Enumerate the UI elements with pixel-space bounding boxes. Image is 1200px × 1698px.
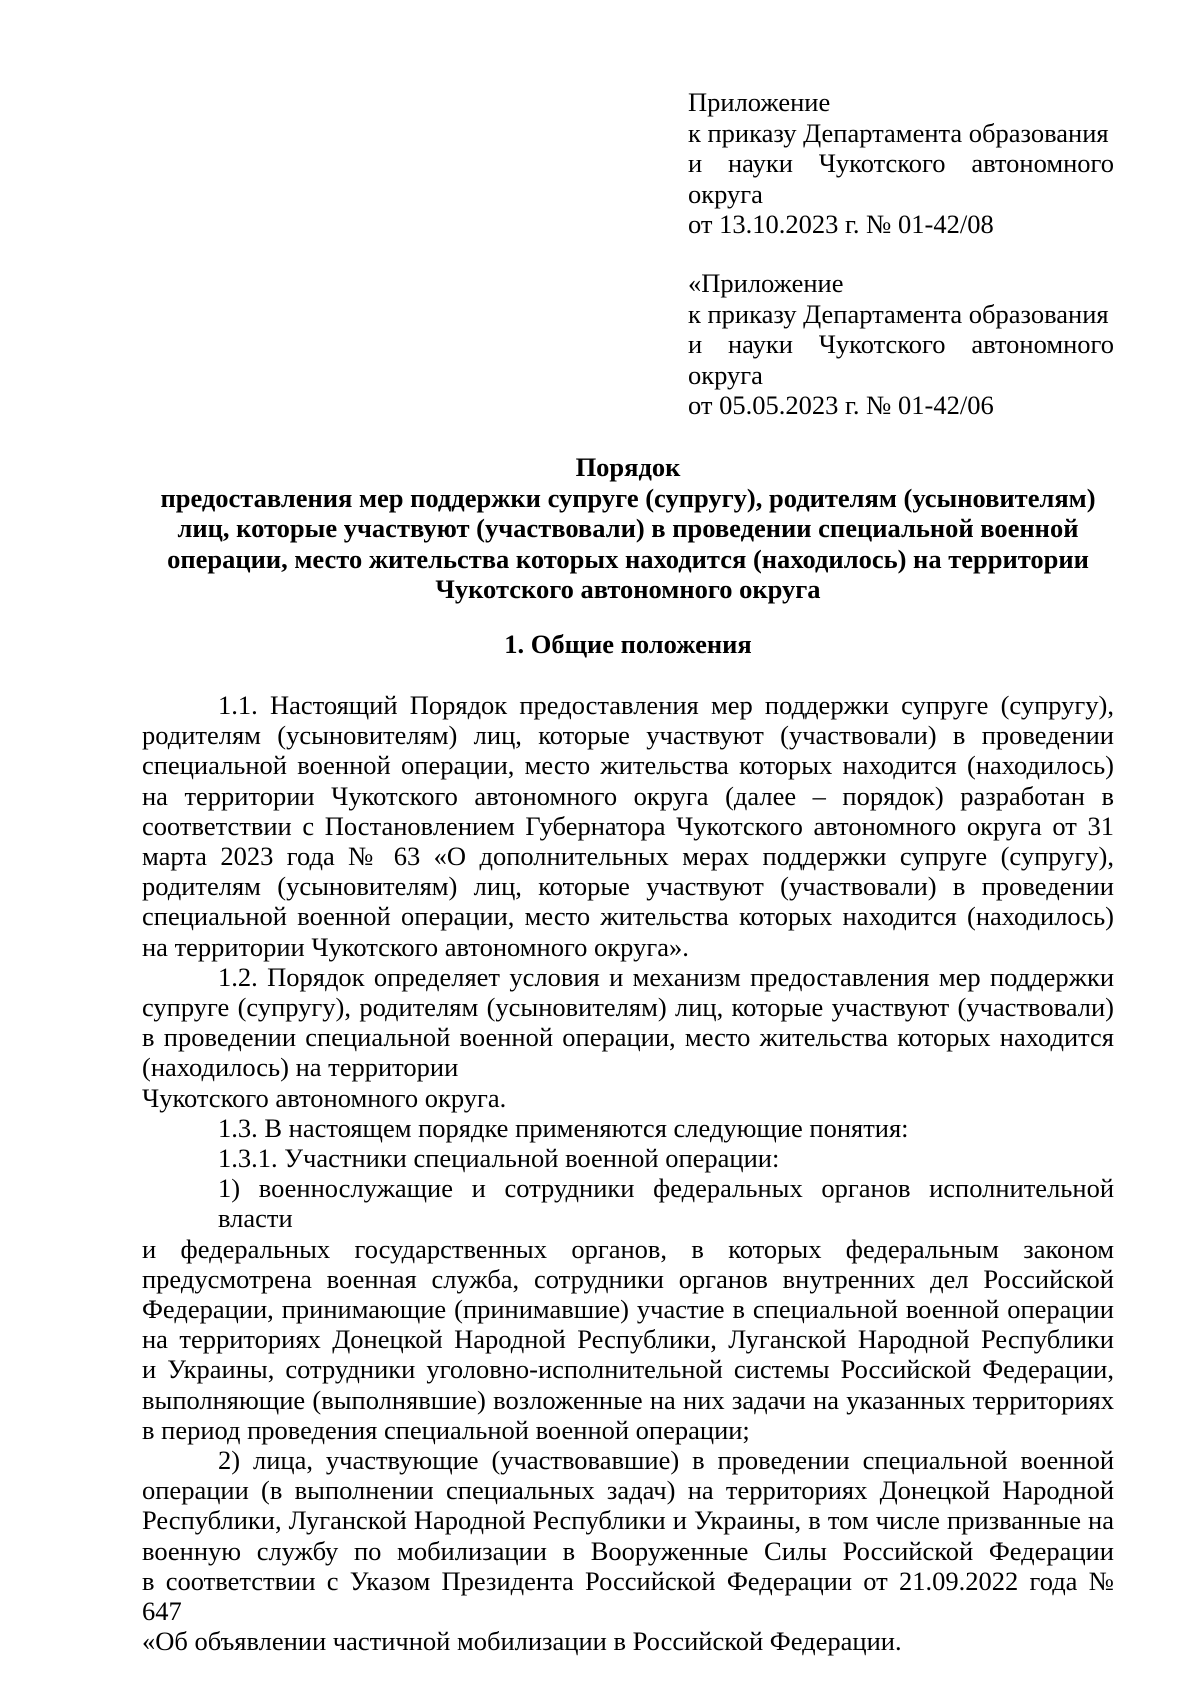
approval-line: к приказу Департамента образования — [688, 298, 1109, 329]
paragraph-line: родителям (усыновителям) лиц, которые участвуют (участвовали) в проведении — [142, 871, 1114, 902]
approval-line: к приказу Департамента образования — [688, 117, 1109, 148]
paragraph-line: в период проведения специальной военной операции; — [142, 1414, 750, 1445]
paragraph-line: в проведении специальной военной операции, место жительства которых находится — [142, 1022, 1114, 1053]
paragraph-line: «Об объявлении частичной мобилизации в Российской Федерации. — [142, 1626, 902, 1657]
paragraph-line: специальной военной операции, место жительства которых находится (находилось) — [142, 901, 1114, 932]
paragraph-line: 1.3.1. Участники специальной военной операции: — [218, 1143, 780, 1174]
title-line: операции, место жительства которых находится (находилось) на территории — [167, 543, 1089, 574]
paragraph-line: родителям (усыновителям) лиц, которые участвуют (участвовали) в проведении — [142, 720, 1114, 751]
paragraph-line: 1.1. Настоящий Порядок предоставления мер поддержки супруге (супругу), — [218, 690, 1114, 720]
approval-stamp-previous — [688, 268, 1114, 421]
paragraph-line: специальной военной операции, место жительства которых находится (находилось) — [142, 750, 1114, 781]
paragraph-line: на территориях Донецкой Народной Республики, Луганской Народной Республики — [142, 1324, 1114, 1355]
approval-line: «Приложение — [688, 268, 844, 298]
approval-line: и науки Чукотского автономного — [688, 148, 1114, 178]
approval-stamp-current — [688, 87, 1114, 240]
paragraph-line: операции (в выполнении специальных задач) на территориях Донецкой Народной — [142, 1475, 1114, 1506]
approval-line: и науки Чукотского автономного — [688, 329, 1114, 359]
paragraph-line: соответствии с Постановлением Губернатора Чукотского автономного округа от 31 — [142, 810, 1114, 841]
approval-line: Приложение — [688, 87, 831, 117]
approval-line: от 13.10.2023 г. № 01-42/08 — [688, 209, 994, 239]
paragraph-line: (находилось) на территории — [142, 1052, 459, 1083]
approval-line: округа — [688, 359, 763, 390]
document-title — [142, 452, 1114, 605]
paragraph-line: на территории Чукотского автономного округа». — [142, 931, 689, 962]
title-line: предоставления мер поддержки супруге (супругу), родителям (усыновителям) — [160, 482, 1096, 513]
paragraph-line: и федеральных государственных органов, в которых федеральным законом — [142, 1233, 1114, 1264]
approval-line: округа — [688, 178, 763, 209]
section-heading: 1. Общие положения — [504, 629, 752, 659]
paragraph-line: предусмотрена военная служба, сотрудники органов внутренних дел Российской — [142, 1263, 1114, 1294]
paragraph-line: 2) лица, участвующие (участвовавшие) в проведении специальной военной — [218, 1445, 1114, 1476]
paragraph-line: и Украины, сотрудники уголовно-исполнительной системы Российской Федерации, — [142, 1354, 1114, 1385]
paragraph-line: на территории Чукотского автономного округа (далее – порядок) разработан в — [142, 780, 1114, 811]
paragraph-line: 1.2. Порядок определяет условия и механизм предоставления мер поддержки — [218, 961, 1114, 992]
title-line: Чукотского автономного округа — [435, 574, 821, 604]
title-heading: Порядок — [575, 452, 681, 482]
paragraph-line: марта 2023 года № 63 «О дополнительных мерах поддержки супруге (супругу), — [142, 841, 1114, 872]
title-line: лиц, которые участвуют (участвовали) в проведении специальной военной — [177, 513, 1079, 543]
section-body — [142, 690, 1114, 1657]
approval-line: от 05.05.2023 г. № 01-42/06 — [688, 390, 994, 420]
paragraph-line: супруге (супругу), родителям (усыновителям) лиц, которые участвуют (участвовали) — [142, 992, 1114, 1023]
paragraph-line: выполняющие (выполнявшие) возложенные на них задачи на указанных территориях — [142, 1384, 1114, 1415]
paragraph-line: 1) военнослужащие и сотрудники федеральных органов исполнительной власти — [218, 1173, 1114, 1234]
paragraph-line: Федерации, принимающие (принимавшие) участие в специальной военной операции — [142, 1294, 1114, 1325]
paragraph-line: в соответствии с Указом Президента Российской Федерации от 21.09.2022 года № 647 — [142, 1565, 1114, 1627]
paragraph-line: Республики, Луганской Народной Республики и Украины, в том числе призванные на — [142, 1505, 1114, 1536]
paragraph-line: Чукотского автономного округа. — [142, 1082, 507, 1113]
paragraph-line: военную службу по мобилизации в Вооруженные Силы Российской Федерации — [142, 1535, 1114, 1566]
paragraph-line: 1.3. В настоящем порядке применяются следующие понятия: — [218, 1112, 909, 1143]
